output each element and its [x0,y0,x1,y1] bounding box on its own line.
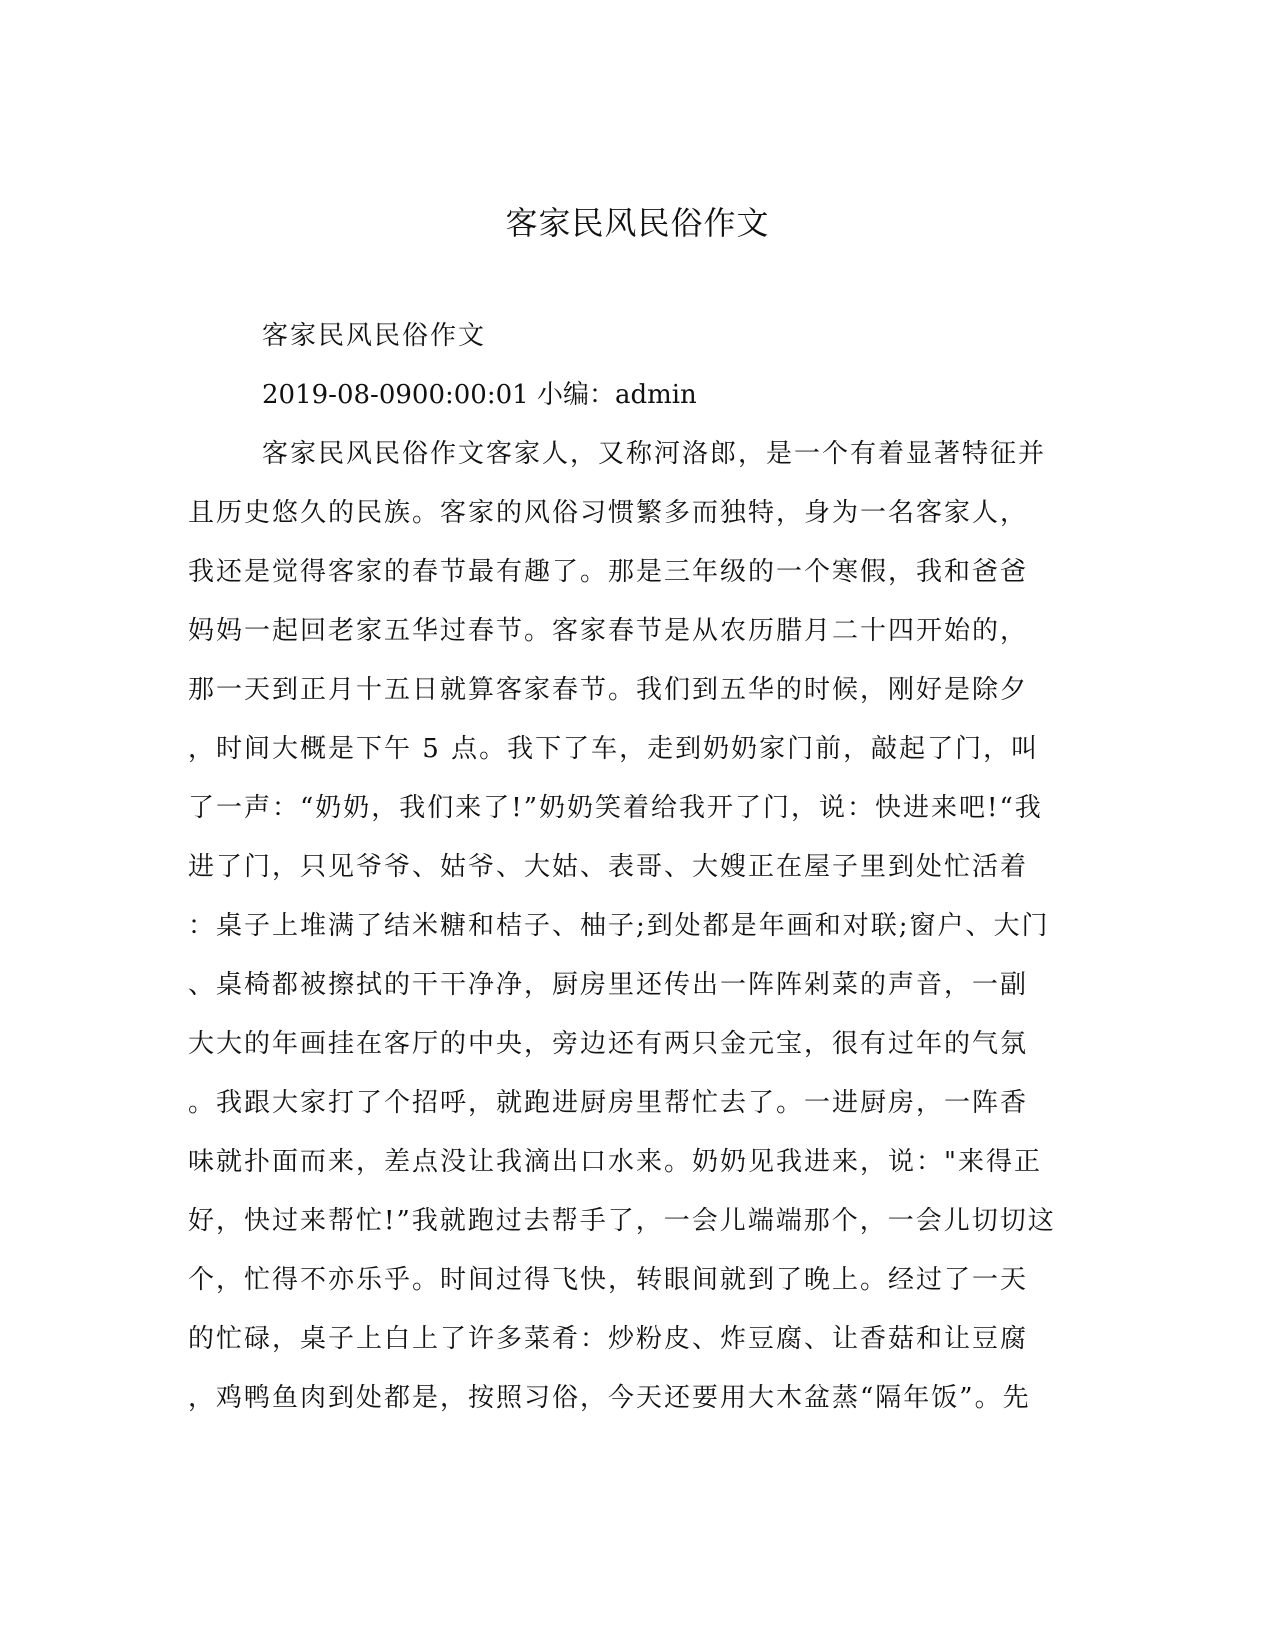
body-line: 进了门，只见爷爷、姑爷、大姑、表哥、大嫂正在屋子里到处忙活着 [188,852,1029,882]
article-meta: 2019-08-0900:00:01 小编：admin [262,380,697,410]
body-line: ，鸡鸭鱼肉到处都是，按照习俗，今天还要用大木盆蒸“隔年饭”。先 [188,1383,1031,1413]
body-line: 。我跟大家打了个招呼，就跑进厨房里帮忙去了。一进厨房，一阵香 [188,1088,1029,1118]
body-line: 好，快过来帮忙!”我就跑过去帮手了，一会儿端端那个，一会儿切切这 [188,1206,1056,1236]
body-line: ：桌子上堆满了结米糖和桔子、柚子;到处都是年画和对联;窗户、大门 [188,911,1050,941]
body-line: 味就扑面而来，差点没让我滴出口水来。奶奶见我进来，说："来得正 [188,1147,1042,1177]
body-line: 那一天到正月十五日就算客家春节。我们到五华的时候，刚好是除夕 [188,675,1029,705]
body-line: 了一声：“奶奶，我们来了!”奶奶笑着给我开了门，说：快进来吧!“我 [188,793,1043,823]
body-line: 客家民风民俗作文客家人，又称河洛郎，是一个有着显著特征并 [262,439,1047,469]
body-line: 妈妈一起回老家五华过春节。客家春节是从农历腊月二十四开始的， [188,616,1029,646]
body-line: 我还是觉得客家的春节最有趣了。那是三年级的一个寒假，我和爸爸 [188,557,1029,587]
body-line: 大大的年画挂在客厅的中央，旁边还有两只金元宝，很有过年的气氛 [188,1029,1029,1059]
article-subtitle: 客家民风民俗作文 [262,321,487,351]
body-line: 、桌椅都被擦拭的干干净净，厨房里还传出一阵阵剁菜的声音，一副 [188,970,1029,1000]
body-line: 的忙碌，桌子上白上了许多菜肴：炒粉皮、炸豆腐、让香菇和让豆腐 [188,1324,1029,1354]
body-line: 且历史悠久的民族。客家的风俗习惯繁多而独特，身为一名客家人， [188,498,1029,528]
body-line: ，时间大概是下午 5 点。我下了车，走到奶奶家门前，敲起了门，叫 [188,734,1040,764]
document-title: 客家民风民俗作文 [505,204,770,242]
body-line: 个，忙得不亦乐乎。时间过得飞快，转眼间就到了晚上。经过了一天 [188,1265,1029,1295]
